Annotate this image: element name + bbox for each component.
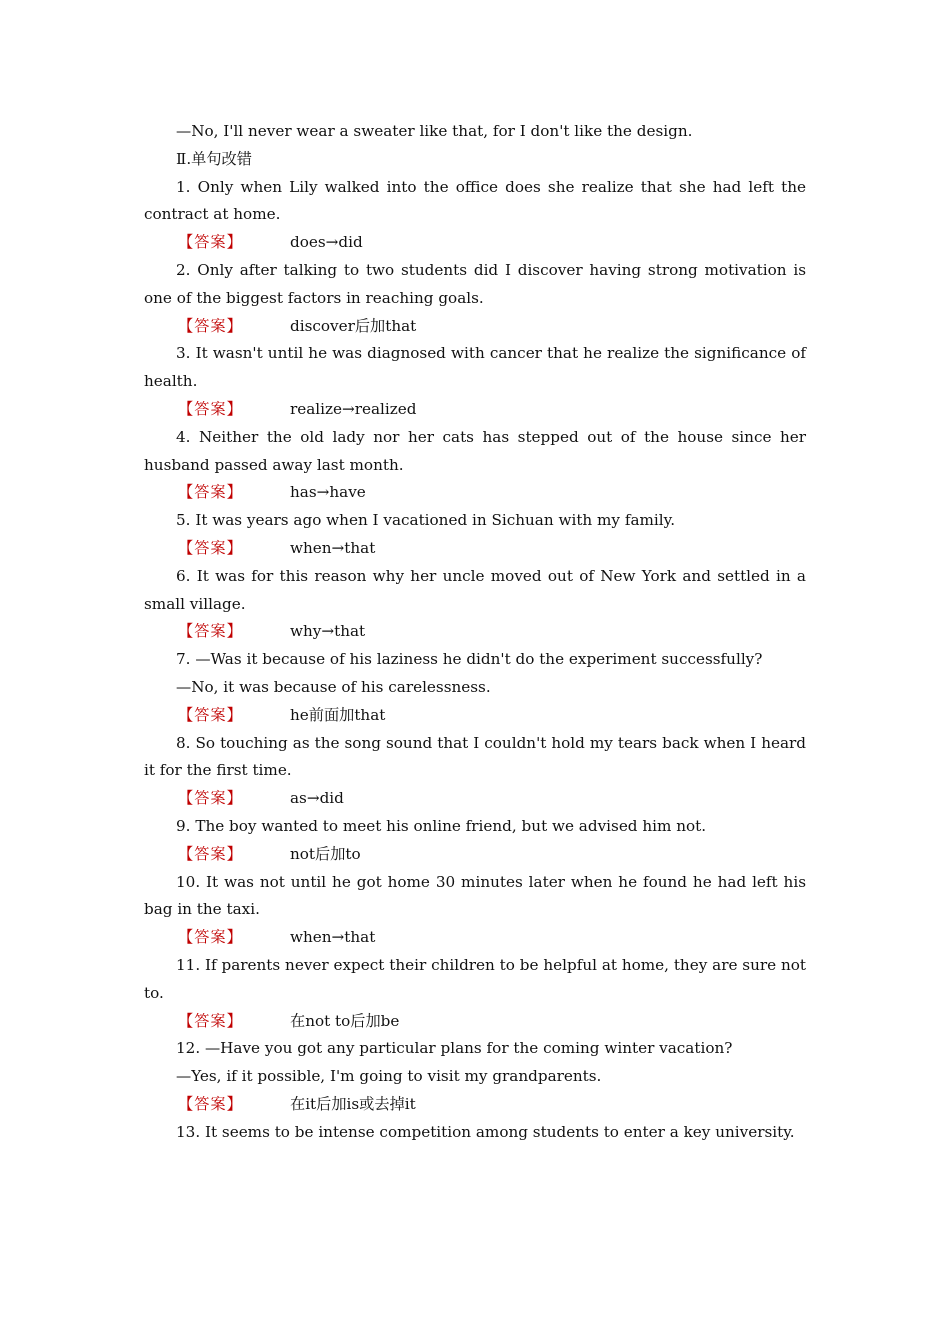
exercise-question: 9. The boy wanted to meet his online friend, but we advised him not. <box>176 816 707 835</box>
answer-text: discover后加that <box>290 316 417 335</box>
answer-label: 【答案】 <box>178 844 243 863</box>
exercise-question: 7. —Was it because of his laziness he didn't do the experiment successfully? <box>176 650 763 669</box>
answer-line <box>144 535 806 563</box>
answer-line <box>144 479 806 507</box>
answer-line <box>144 313 806 341</box>
answer-line <box>144 841 806 869</box>
exercise-question: 6. It was for this reason why her uncle moved out of New York and settled in a small village. <box>144 566 806 613</box>
exercise-question: 2. Only after talking to two students did I discover having strong motivation is one of the biggest factors in reaching goals. <box>144 260 806 307</box>
dialogue-reply: —No, I'll never wear a sweater like that, for I don't like the design. <box>176 122 693 140</box>
answer-label: 【答案】 <box>178 233 243 252</box>
section-heading: Ⅱ.单句改错 <box>176 149 252 168</box>
exercise-question: 13. It seems to be intense competition among students to enter a key university. <box>176 1122 795 1141</box>
answer-line <box>144 618 806 646</box>
answer-label: 【答案】 <box>178 399 243 418</box>
answer-line <box>144 785 806 813</box>
answer-line <box>144 702 806 730</box>
answer-text: as→did <box>290 789 344 808</box>
answer-text: has→have <box>290 483 366 502</box>
answer-text: realize→realized <box>290 399 417 418</box>
answer-text: why→that <box>290 622 366 641</box>
answer-label: 【答案】 <box>178 483 243 502</box>
answer-label: 【答案】 <box>178 1011 243 1030</box>
answer-text: 在not to后加be <box>290 1011 400 1030</box>
answer-text: 在it后加is或去掉it <box>290 1094 416 1113</box>
exercise-question: 4. Neither the old lady nor her cats has stepped out of the house since her husband passed away last month. <box>144 427 806 474</box>
answer-label: 【答案】 <box>178 538 243 557</box>
answer-label: 【答案】 <box>178 622 243 641</box>
answer-text: not后加to <box>290 844 361 863</box>
exercise-question: 10. It was not until he got home 30 minutes later when he found he had left his bag in the taxi. <box>144 872 806 919</box>
answer-line <box>144 924 806 952</box>
exercise-question: 8. So touching as the song sound that I couldn't hold my tears back when I heard it for the first time. <box>144 733 806 780</box>
exercise-question: 5. It was years ago when I vacationed in Sichuan with my family. <box>176 511 676 530</box>
answer-label: 【答案】 <box>178 789 243 808</box>
answer-text: he前面加that <box>290 705 386 724</box>
answer-text: does→did <box>290 233 363 252</box>
answer-text: when→that <box>290 928 376 947</box>
exercise-question: 3. It wasn't until he was diagnosed with cancer that he realize the significance of health. <box>144 344 806 391</box>
answer-label: 【答案】 <box>178 1094 243 1113</box>
exercise-question: 11. If parents never expect their children to be helpful at home, they are sure not to. <box>144 955 806 1002</box>
answer-line <box>144 229 806 257</box>
answer-label: 【答案】 <box>178 705 243 724</box>
dialogue-reply: —Yes, if it possible, I'm going to visit my grandparents. <box>176 1067 602 1086</box>
answer-text: when→that <box>290 538 376 557</box>
answer-label: 【答案】 <box>178 316 243 335</box>
answer-line <box>144 1008 806 1036</box>
document-body <box>144 118 806 1146</box>
answer-line <box>144 1091 806 1119</box>
answer-label: 【答案】 <box>178 928 243 947</box>
exercise-question: 12. —Have you got any particular plans for the coming winter vacation? <box>176 1039 733 1058</box>
answer-line <box>144 396 806 424</box>
exercise-question: 1. Only when Lily walked into the office does she realize that she had left the contract at home. <box>144 177 806 224</box>
dialogue-reply: —No, it was because of his carelessness. <box>176 677 491 696</box>
